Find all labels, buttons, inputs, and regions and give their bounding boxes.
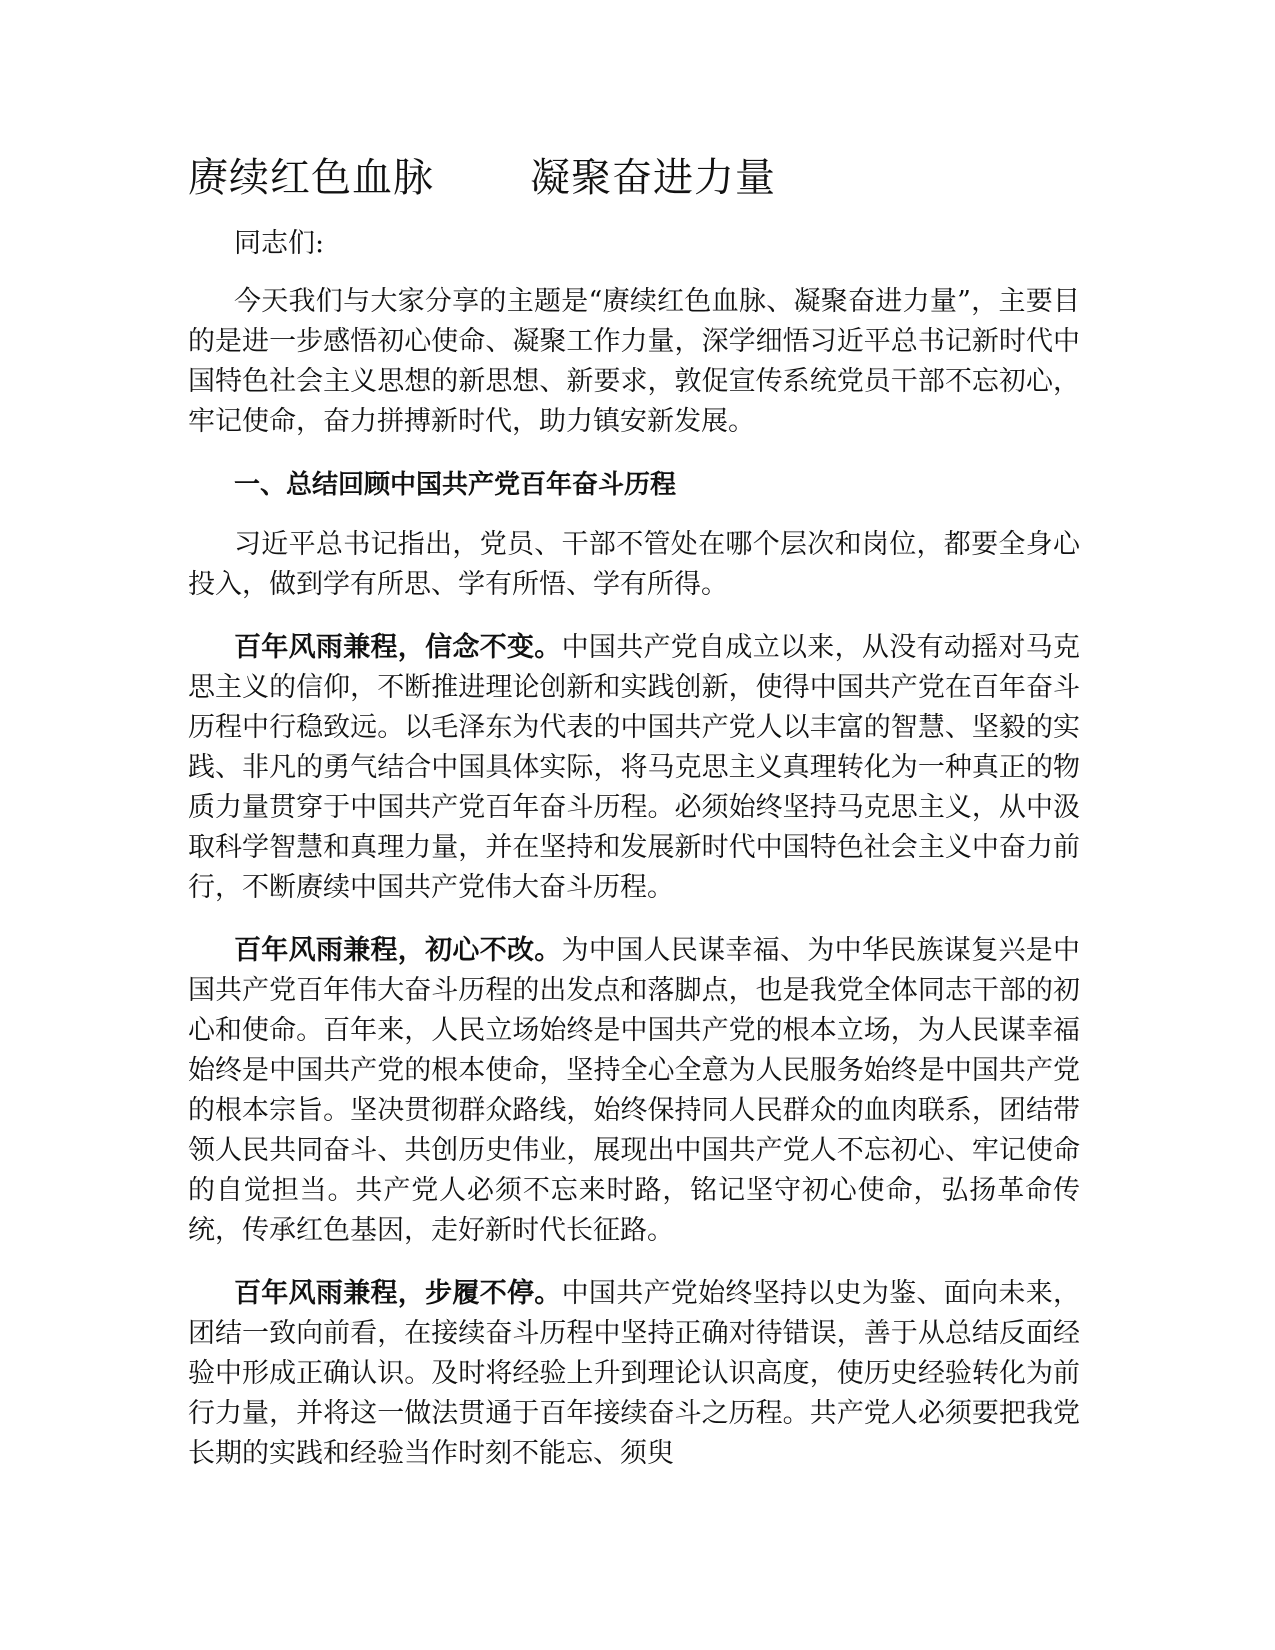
paragraph-belief xyxy=(188,628,1080,908)
paragraph-original-aspiration xyxy=(188,931,1080,1251)
section-heading: 一、总结回顾中国共产党百年奋斗历程 xyxy=(234,470,677,500)
section-opening-paragraph: 习近平总书记指出，党员、干部不管处在哪个层次和岗位，都要全身心投入，做到学有所思、学有所悟、学有所得。 xyxy=(188,529,1080,600)
paragraph-text-progress: 中国共产党始终坚持以史为鉴、面向未来，团结一致向前看，在接续奋斗历程中坚持正确对待错误，善于从总结反面经验中形成正确认识。及时将经验上升到理论认识高度，使历史经验转化为前行力量，并将这一做法贯通于百年接续奋斗之历程。共产党人必须要把我党长期的实践和经验当作时刻不能忘、须臾 xyxy=(188,1278,1081,1469)
document-title: 赓续红色血脉 凝聚奋进力量 xyxy=(188,155,777,201)
paragraph-text-original-aspiration: 为中国人民谋幸福、为中华民族谋复兴是中国共产党百年伟大奋斗历程的出发点和落脚点，也是我党全体同志干部的初心和使命。百年来，人民立场始终是中国共产党的根本立场，为人民谋幸福始终是中国共产党的根本使命，坚持全心全意为人民服务始终是中国共产党的根本宗旨。坚决贯彻群众路线，始终保持同人民群众的血肉联系，团结带领人民共同奋斗、共创历史伟业，展现出中国共产党人不忘初心、牢记使命的自觉担当。共产党人必须不忘来时路，铭记坚守初心使命，弘扬革命传统，传承红色基因，走好新时代长征路。 xyxy=(188,935,1081,1246)
paragraph-progress xyxy=(188,1274,1080,1474)
document-body xyxy=(188,150,1080,1497)
paragraph-lead-progress: 百年风雨兼程，步履不停。 xyxy=(234,1278,562,1309)
paragraph-lead-original-aspiration: 百年风雨兼程，初心不改。 xyxy=(234,935,562,966)
salutation: 同志们: xyxy=(234,228,325,259)
intro-paragraph: 今天我们与大家分享的主题是“赓续红色血脉、凝聚奋进力量”，主要目的是进一步感悟初心使命、凝聚工作力量，深学细悟习近平总书记新时代中国特色社会主义思想的新思想、新要求，敦促宣传系统党员干部不忘初心，牢记使命，奋力拼搏新时代，助力镇安新发展。 xyxy=(188,286,1080,437)
paragraph-lead-belief: 百年风雨兼程，信念不变。 xyxy=(234,632,562,663)
paragraph-text-belief: 中国共产党自成立以来，从没有动摇对马克思主义的信仰，不断推进理论创新和实践创新，使得中国共产党在百年奋斗历程中行稳致远。以毛泽东为代表的中国共产党人以丰富的智慧、坚毅的实践、非凡的勇气结合中国具体实际，将马克思主义真理转化为一种真正的物质力量贯穿于中国共产党百年奋斗历程。必须始终坚持马克思主义，从中汲取科学智慧和真理力量，并在坚持和发展新时代中国特色社会主义中奋力前行，不断赓续中国共产党伟大奋斗历程。 xyxy=(188,632,1081,903)
